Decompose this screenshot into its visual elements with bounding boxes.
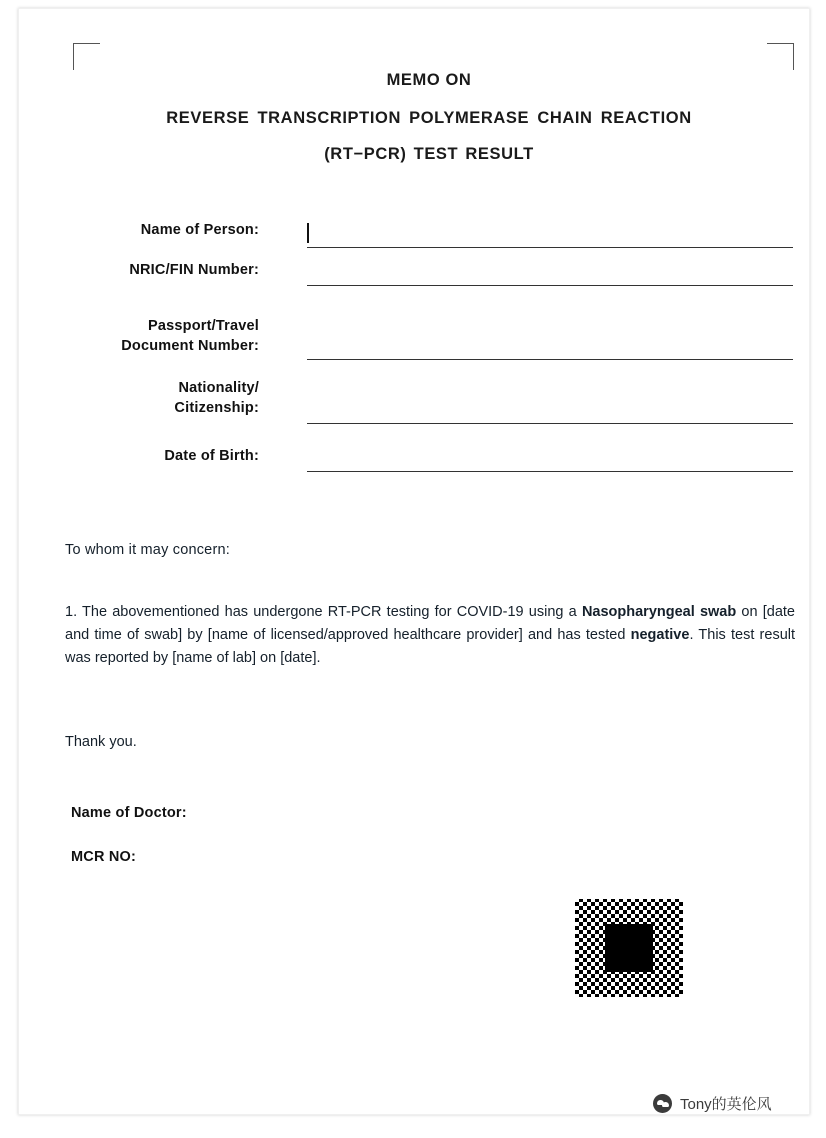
field-rule-passport-travel-document-number[interactable] xyxy=(307,359,793,360)
title-line-1: MEMO ON xyxy=(386,71,472,89)
paragraph-1-part-1: The abovementioned has undergone RT-PCR testing for COVID-19 using a xyxy=(82,604,582,620)
field-rule-name-of-person[interactable] xyxy=(307,247,793,248)
field-rule-nationality-citizenship[interactable] xyxy=(307,423,793,424)
paragraph-1-bold-1: Nasopharyngeal swab xyxy=(581,604,737,620)
wechat-icon xyxy=(653,1094,672,1113)
crop-mark-top-left xyxy=(73,43,100,70)
paragraph-1-number: 1. xyxy=(65,604,78,620)
field-label-nationality-line2: Citizenship: xyxy=(174,400,259,416)
doctor-name-label: Name of Doctor: xyxy=(71,805,187,821)
footer-watermark xyxy=(653,1093,772,1114)
paragraph-1-bold-2: negative xyxy=(630,627,690,643)
paragraph-1-part-3: . This test result was reported by [name of lab] on [date]. xyxy=(65,627,796,666)
field-label-date-of-birth: Date of Birth: xyxy=(164,448,259,464)
field-name-of-person xyxy=(71,219,793,253)
closing-thanks: Thank you. xyxy=(65,734,137,750)
field-nric-fin-number xyxy=(71,257,793,297)
salutation: To whom it may concern: xyxy=(65,542,230,558)
paragraph-1 xyxy=(65,601,795,670)
field-label-passport-line2: Document Number: xyxy=(121,338,259,354)
title-line-2: REVERSE TRANSCRIPTION POLYMERASE CHAIN REACTION xyxy=(166,109,692,127)
document-title xyxy=(79,71,779,164)
paragraph-1-part-2: on [date and time of swab] by [name of licensed/approved healthcare provider] and has tested xyxy=(65,604,795,643)
field-date-of-birth xyxy=(71,433,793,477)
field-label-nationality-line1: Nationality/ xyxy=(178,380,259,396)
qr-quiet-zone-bottom xyxy=(575,997,683,1002)
field-label-name-of-person: Name of Person: xyxy=(140,222,259,238)
field-rule-nric-fin-number[interactable] xyxy=(307,285,793,286)
qr-quiet-zone-top xyxy=(575,894,683,899)
field-passport-travel-document-number xyxy=(71,301,793,363)
title-line-3: (RT−PCR) TEST RESULT xyxy=(324,145,534,163)
crop-mark-top-right xyxy=(767,43,794,70)
field-label-passport-line1: Passport/Travel xyxy=(148,318,259,334)
text-cursor xyxy=(307,223,309,243)
field-nationality-citizenship xyxy=(71,367,793,429)
qr-code xyxy=(575,894,683,1002)
paper-sheet xyxy=(18,8,810,1115)
field-rule-date-of-birth[interactable] xyxy=(307,471,793,472)
field-label-nric-fin-number: NRIC/FIN Number: xyxy=(129,262,259,278)
form-fields xyxy=(71,219,793,481)
mcr-number-label: MCR NO: xyxy=(71,849,137,865)
footer-text: Tony的英伦风 xyxy=(680,1096,772,1113)
